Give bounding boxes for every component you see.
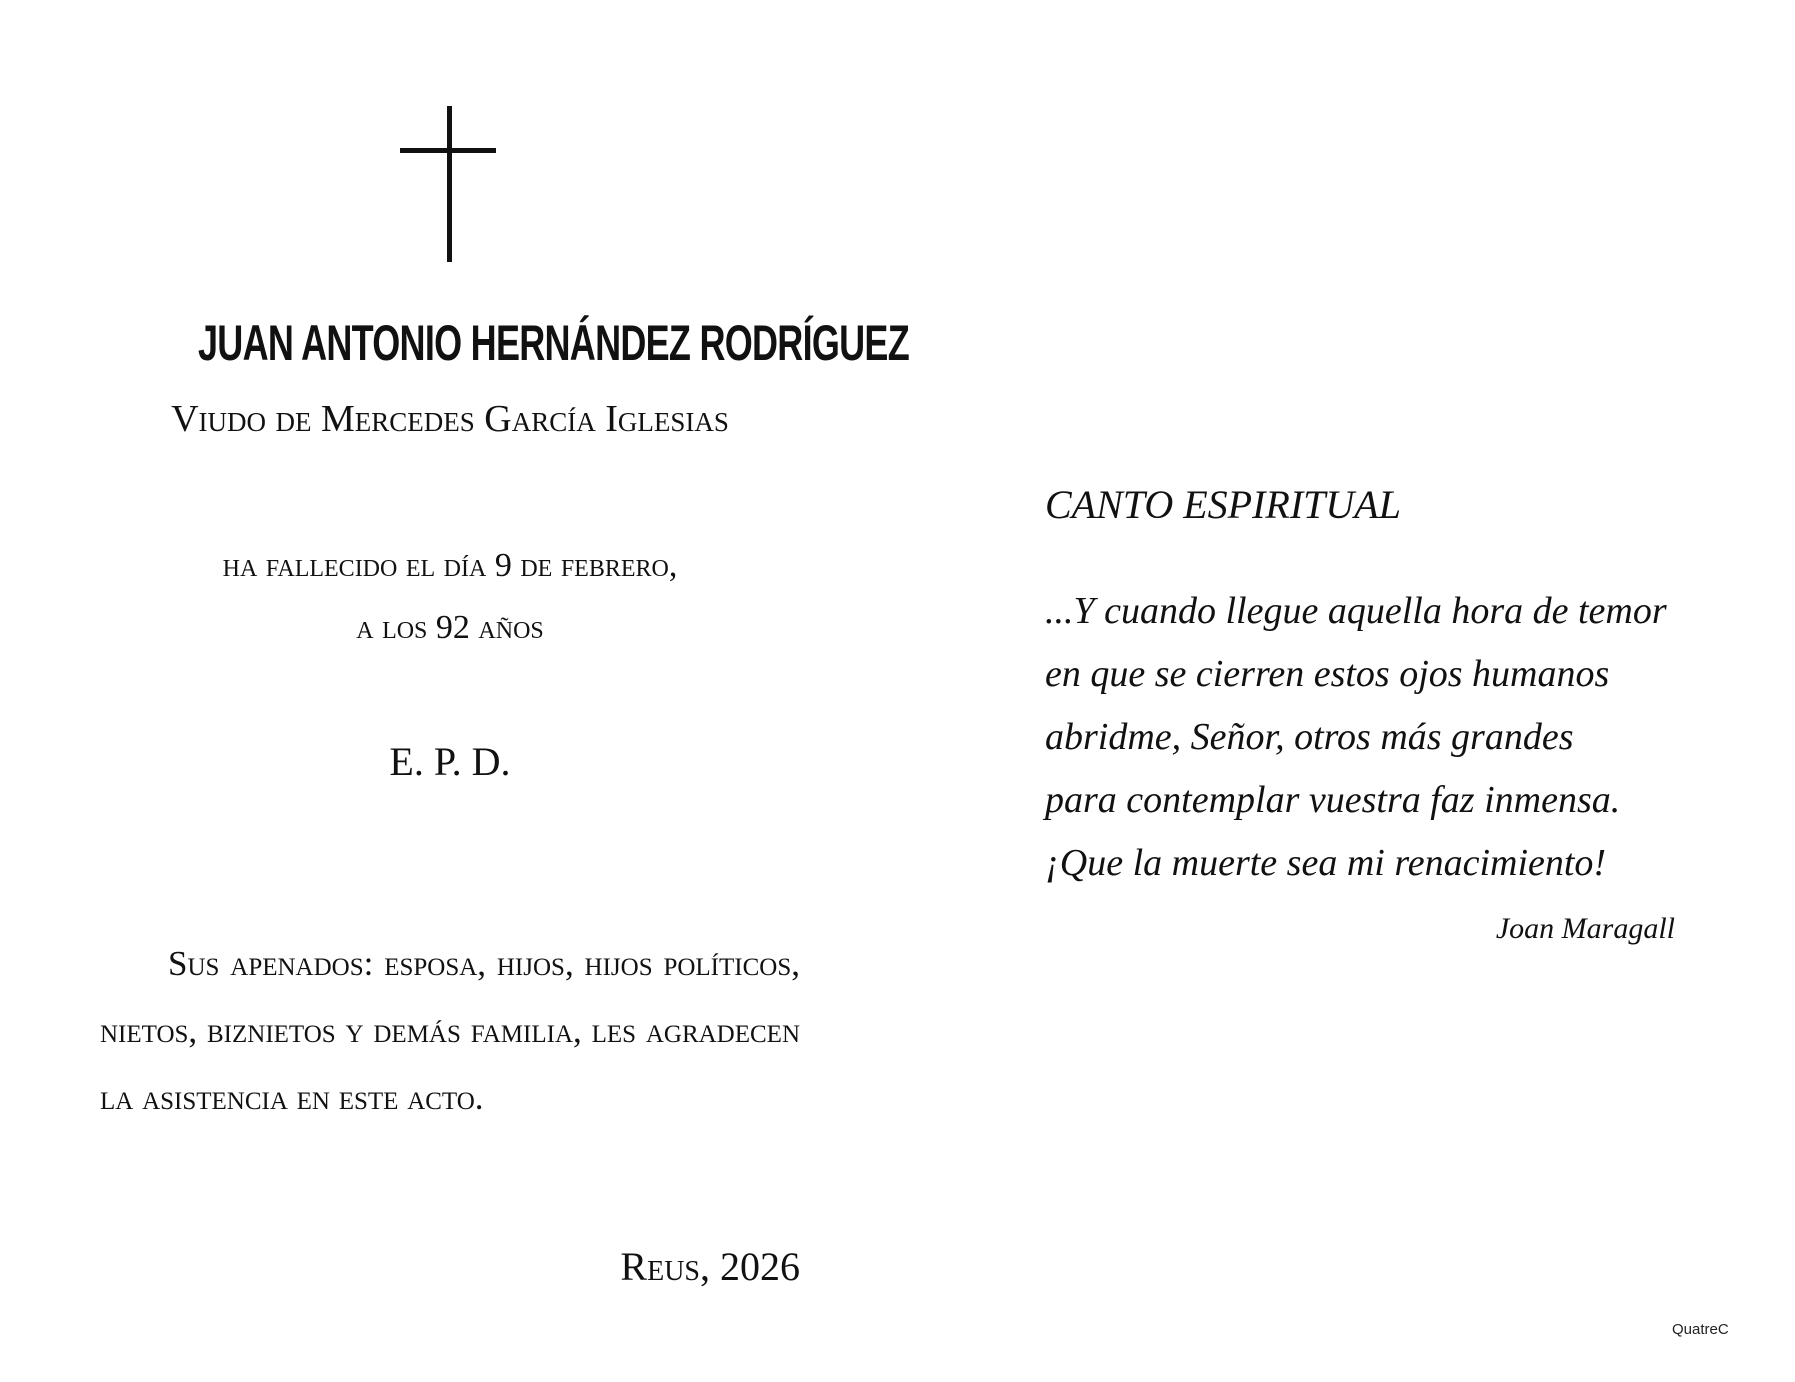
place-year: Reus, 2026 bbox=[620, 1244, 800, 1289]
brand-mark: QuatreC bbox=[1672, 1321, 1729, 1338]
death-notice-line-1: ha fallecido el día 9 de febrero, bbox=[222, 547, 678, 584]
right-panel bbox=[1045, 0, 1675, 1382]
cross-icon bbox=[400, 106, 500, 262]
widow-line: Viudo de Mercedes García Iglesias bbox=[171, 398, 729, 440]
poem-line: para contemplar vuestra faz inmensa. bbox=[1045, 779, 1621, 821]
death-notice-line-2: a los 92 años bbox=[356, 609, 544, 646]
poem bbox=[1045, 580, 1667, 895]
poem-line: en que se cierren estos ojos humanos bbox=[1045, 653, 1610, 695]
poem-title: CANTO ESPIRITUAL bbox=[1045, 482, 1401, 527]
poem-line: ...Y cuando llegue aquella hora de temor bbox=[1045, 590, 1667, 632]
poem-line: abridme, Señor, otros más grandes bbox=[1045, 716, 1574, 758]
left-panel bbox=[100, 0, 909, 1382]
epd-text: E. P. D. bbox=[389, 739, 511, 784]
poem-author: Joan Maragall bbox=[1495, 912, 1675, 945]
deceased-name: JUAN ANTONIO HERNÁNDEZ RODRÍGUEZ bbox=[197, 315, 909, 371]
poem-line: ¡Que la muerte sea mi renacimiento! bbox=[1045, 842, 1607, 884]
cross-vertical-bar bbox=[447, 106, 452, 262]
cross-horizontal-bar bbox=[400, 148, 496, 153]
family-acknowledgement: Sus apenados: esposa, hijos, hijos políticos, nietos, biznietos y demás familia, les agradecen la asistencia en este acto. bbox=[100, 944, 800, 1117]
death-notice bbox=[100, 535, 800, 659]
